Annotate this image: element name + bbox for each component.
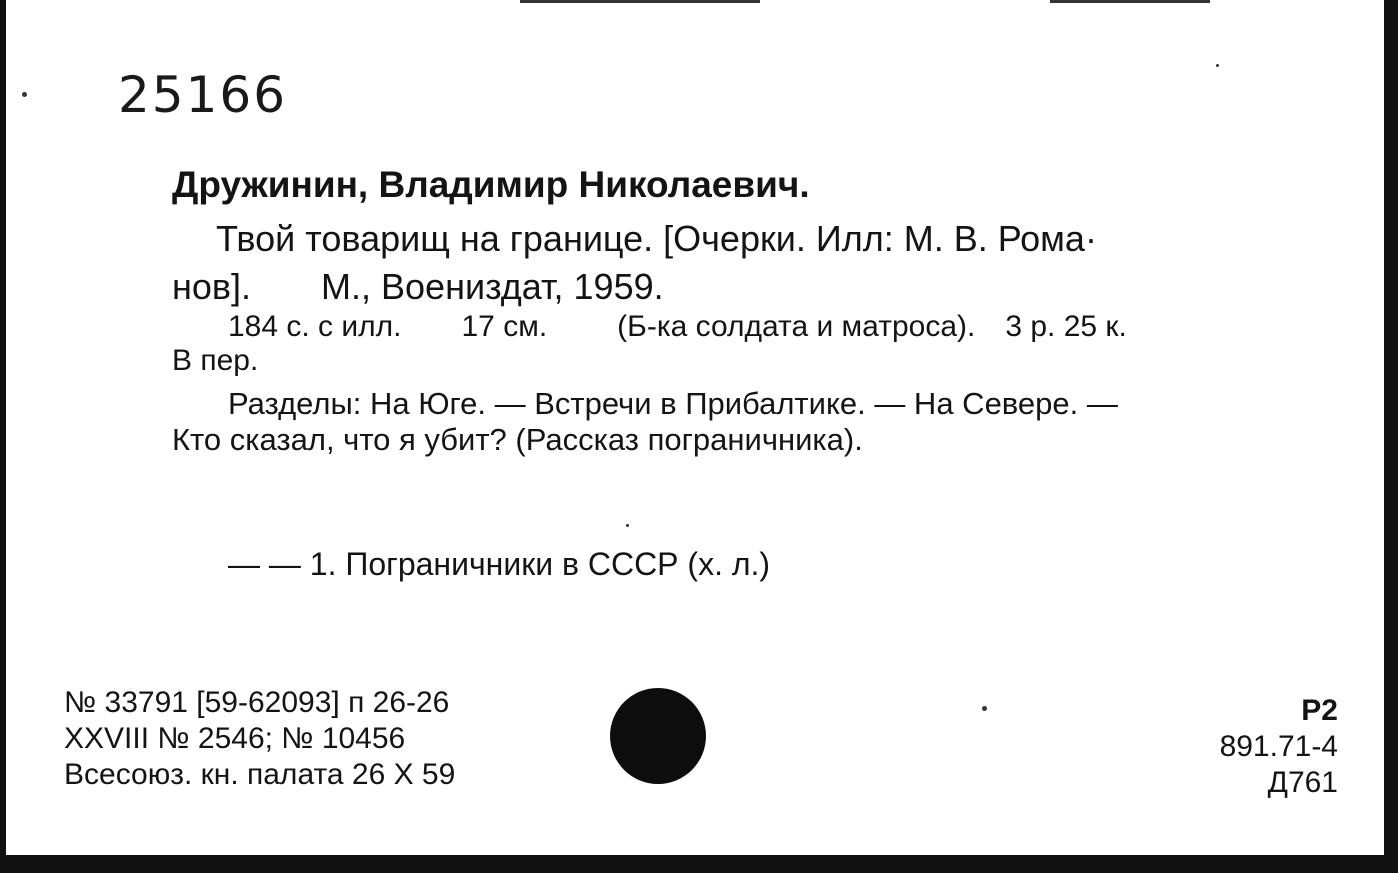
- collation-line: [228, 310, 1127, 344]
- classification-code-1: Р2: [1301, 694, 1338, 727]
- binding: В пер.: [172, 344, 259, 377]
- handwritten-inventory-number: 25166: [118, 66, 288, 124]
- card-right-edge: [1384, 0, 1398, 873]
- contents-line-2: Кто сказал, что я убит? (Рассказ пограничника).: [172, 422, 863, 457]
- title-end: нов].: [172, 266, 252, 307]
- speck: [626, 524, 629, 527]
- author-mark: Д761: [1267, 766, 1338, 799]
- series: (Б-ка солдата и матроса).: [617, 310, 976, 343]
- registration-line-3: Всесоюз. кн. палата 26 X 59: [64, 758, 456, 791]
- speck: [1216, 64, 1219, 67]
- title-line-1: Твой товарищ на границе. [Очерки. Илл: М. В. Рома·: [216, 218, 1097, 259]
- publication-info: М., Воениздат, 1959.: [321, 266, 664, 307]
- pages: 184 с. с илл.: [228, 310, 402, 343]
- card-top-mark: [1050, 0, 1210, 3]
- speck: [982, 706, 987, 711]
- contents-line-1: Разделы: На Юге. — Встречи в Прибалтике. — На Севере. —: [228, 386, 1118, 421]
- size: 17 см.: [461, 310, 548, 343]
- author-heading: Дружинин, Владимир Николаевич.: [172, 164, 810, 205]
- card-bottom-edge: [0, 855, 1398, 873]
- speck: [22, 92, 27, 97]
- classification-code-2: 891.71-4: [1219, 730, 1338, 763]
- subject-heading: — — 1. Пограничники в СССР (х. л.): [228, 546, 771, 582]
- registration-line-2: XXVIII № 2546; № 10456: [64, 722, 406, 755]
- title-line-2: [172, 266, 664, 308]
- price: 3 р. 25 к.: [1005, 310, 1127, 343]
- punch-hole: [610, 688, 706, 784]
- registration-line-1: № 33791 [59-62093] п 26-26: [64, 686, 450, 719]
- card-left-edge: [0, 0, 6, 873]
- card-top-mark: [520, 0, 760, 3]
